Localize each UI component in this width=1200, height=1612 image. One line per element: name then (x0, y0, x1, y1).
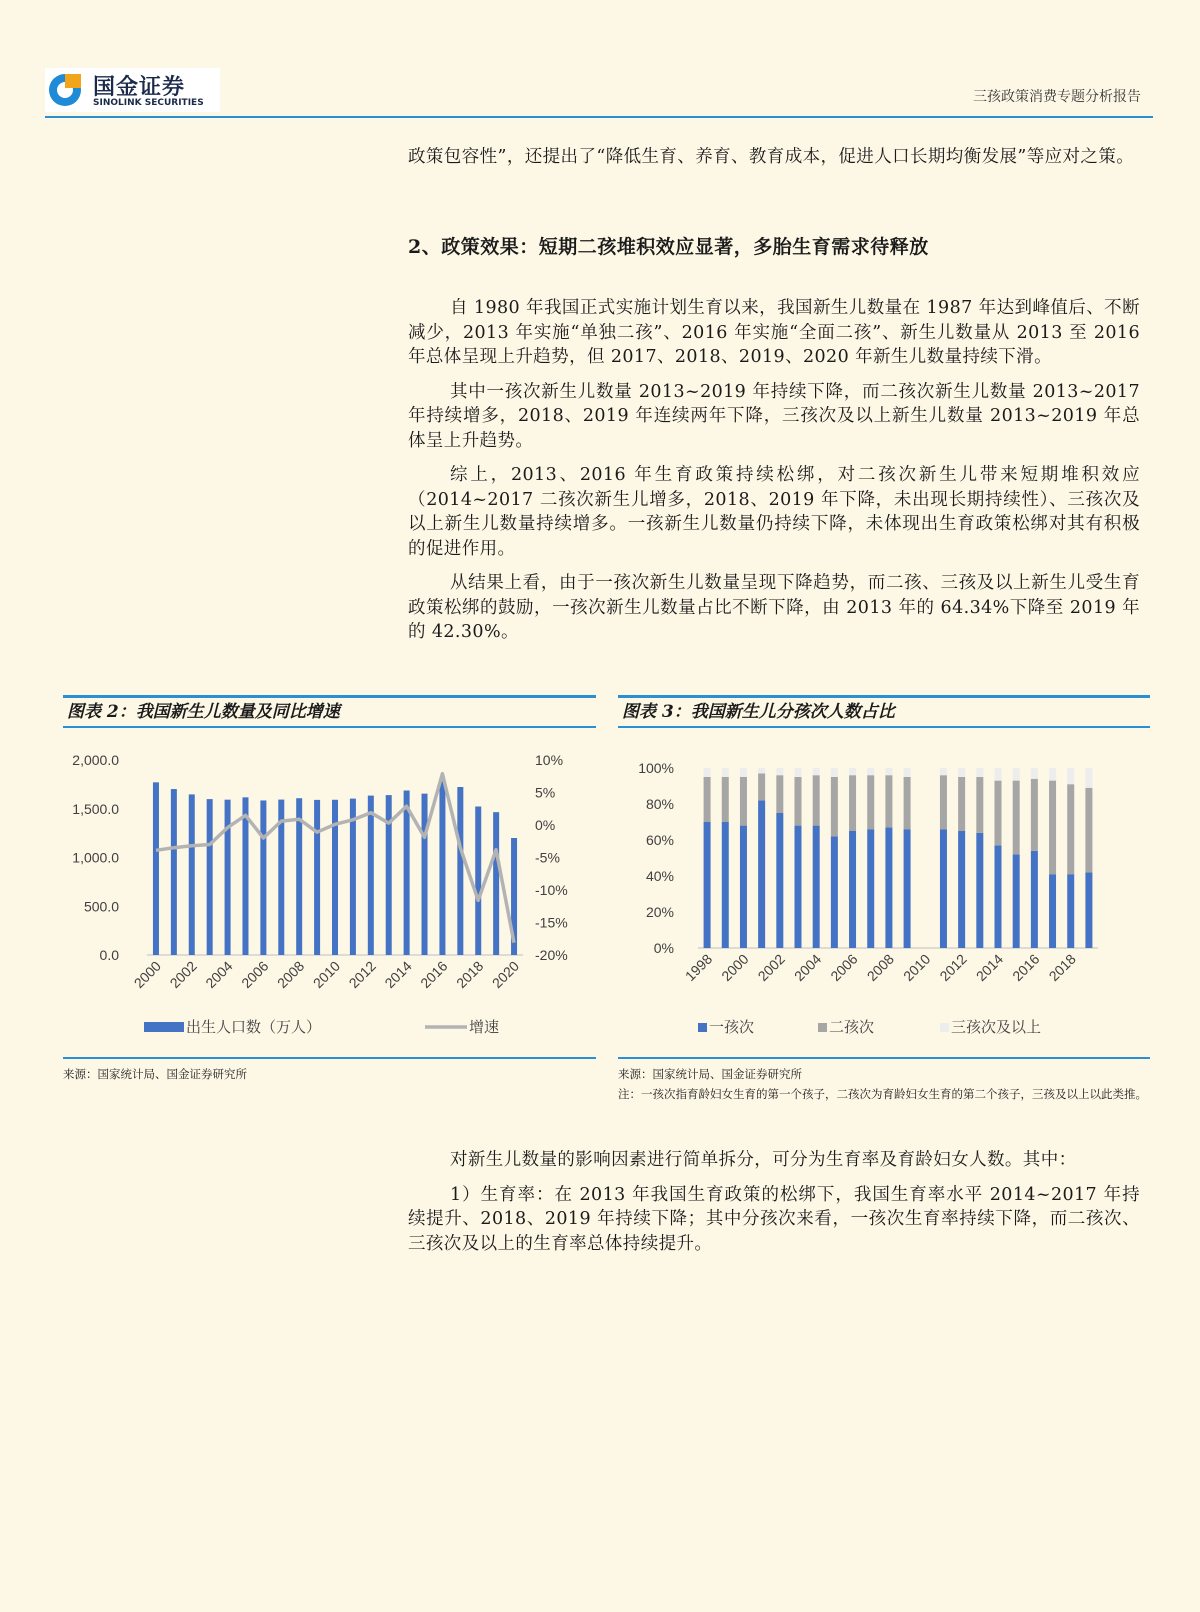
bar-segment-三孩次及以上 (958, 768, 965, 777)
bar-segment-三孩次及以上 (704, 768, 711, 777)
bar-segment-二孩次 (849, 775, 856, 831)
bar-segment-三孩次及以上 (740, 768, 747, 777)
legend-swatch (698, 1023, 707, 1032)
x-tick-label: 2012 (936, 950, 970, 985)
bar-segment-二孩次 (958, 777, 965, 831)
bar-births (493, 812, 499, 955)
x-tick-label: 2014 (972, 950, 1007, 985)
bar-births (404, 791, 410, 955)
bar-segment-一孩次 (813, 826, 820, 948)
figure-2-title: 图表 2：我国新生儿数量及同比增速 (63, 695, 596, 728)
bar-segment-二孩次 (1085, 788, 1092, 873)
bar-segment-三孩次及以上 (849, 768, 856, 775)
x-tick-label: 2018 (1045, 950, 1079, 985)
y-left-tick-label: 0.0 (99, 947, 119, 963)
bar-segment-二孩次 (940, 775, 947, 829)
bar-segment-一孩次 (867, 829, 874, 948)
bar-segment-二孩次 (885, 775, 892, 827)
bar-segment-一孩次 (776, 813, 783, 948)
bar-births (242, 797, 248, 955)
x-tick-label: 2014 (381, 957, 415, 992)
bar-segment-三孩次及以上 (995, 768, 1002, 781)
bar-segment-三孩次及以上 (1085, 768, 1092, 788)
x-tick-label: 2010 (309, 957, 344, 992)
paragraph-1: 政策包容性”，还提出了“降低生育、养育、教育成本，促进人口长期均衡发展”等应对之策。 (408, 147, 1135, 167)
bar-segment-二孩次 (867, 775, 874, 829)
bar-segment-二孩次 (740, 777, 747, 826)
sinolink-logo-icon (47, 72, 83, 108)
bar-segment-二孩次 (1031, 779, 1038, 851)
x-tick-label: 1998 (681, 950, 716, 985)
legend-label: 一孩次 (709, 1019, 755, 1036)
bar-segment-一孩次 (904, 829, 911, 948)
x-tick-label: 2006 (827, 950, 861, 985)
y-left-tick-label: 2,000.0 (72, 752, 119, 768)
figure-3-source-text: 来源：国家统计局、国金证券研究所 (618, 1067, 802, 1081)
bar-segment-二孩次 (1067, 784, 1074, 874)
bar-segment-三孩次及以上 (1049, 768, 1056, 781)
bar-segment-一孩次 (795, 826, 802, 948)
bar-segment-二孩次 (1049, 781, 1056, 875)
bar-segment-一孩次 (1067, 874, 1074, 948)
paragraph-6: 对新生儿数量的影响因素进行简单拆分，可分为生育率及育龄妇女人数。其中： (450, 1150, 1077, 1170)
bar-segment-一孩次 (976, 833, 983, 948)
bar-segment-三孩次及以上 (867, 768, 874, 775)
bar-segment-三孩次及以上 (976, 768, 983, 777)
figure-3-title: 图表 3：我国新生儿分孩次人数占比 (618, 695, 1150, 728)
figure-3-note: 注：一孩次指育龄妇女生育的第一个孩子，二孩次为育龄妇女生育的第二个孩子，三孩及以上以此类推。 (618, 1087, 1147, 1101)
bar-births (171, 789, 177, 955)
legend-swatch (818, 1023, 827, 1032)
bar-segment-一孩次 (1085, 872, 1092, 948)
y-right-tick-label: 10% (535, 752, 564, 768)
bar-segment-一孩次 (958, 831, 965, 948)
figure-3-source (618, 1057, 1150, 1104)
section-title: 2、政策效果：短期二孩堆积效应显著，多胎生育需求待释放 (408, 236, 929, 258)
x-tick-label: 2016 (1009, 950, 1043, 985)
y-left-tick-label: 1,500.0 (72, 800, 119, 817)
bar-segment-二孩次 (904, 777, 911, 829)
bar-segment-一孩次 (1013, 854, 1020, 948)
legend-label: 二孩次 (829, 1019, 875, 1036)
x-tick-label: 2018 (453, 957, 487, 992)
bar-segment-三孩次及以上 (758, 768, 765, 773)
chart-birth-order-share (618, 728, 1150, 1053)
y-right-tick-label: -20% (535, 947, 568, 963)
bar-segment-三孩次及以上 (1031, 768, 1038, 779)
bar-segment-一孩次 (885, 827, 892, 948)
bar-segment-一孩次 (995, 845, 1002, 948)
bar-births (368, 796, 374, 955)
bar-segment-三孩次及以上 (1013, 768, 1020, 781)
y-tick-label: 100% (638, 760, 674, 776)
x-tick-label: 2016 (417, 957, 451, 992)
x-tick-label: 2002 (166, 957, 200, 992)
x-tick-label: 2010 (900, 950, 934, 985)
page-header (45, 64, 1153, 118)
bar-segment-二孩次 (722, 777, 729, 822)
y-left-tick-label: 1,000.0 (72, 849, 119, 866)
bar-births (439, 781, 445, 955)
bar-births (422, 794, 428, 955)
bar-segment-三孩次及以上 (722, 768, 729, 777)
bar-births (314, 800, 320, 955)
y-tick-label: 0% (653, 940, 674, 956)
legend-label-growth: 增速 (469, 1019, 500, 1036)
y-right-tick-label: -5% (535, 849, 560, 866)
x-tick-label: 2020 (488, 957, 523, 992)
logo-text-cn: 国金证券 (93, 75, 186, 100)
y-left-tick-label: 500.0 (83, 898, 119, 915)
figure-2 (63, 695, 596, 1084)
paragraph-block-bottom (408, 1148, 1140, 1256)
bar-segment-三孩次及以上 (904, 768, 911, 777)
x-tick-label: 2012 (345, 957, 379, 992)
bar-segment-一孩次 (831, 836, 838, 948)
y-right-tick-label: -15% (535, 914, 568, 931)
bar-segment-一孩次 (849, 831, 856, 948)
legend-swatch (940, 1023, 949, 1032)
x-tick-label: 2004 (202, 957, 236, 992)
bar-segment-三孩次及以上 (831, 768, 838, 777)
bar-segment-一孩次 (1049, 874, 1056, 948)
bar-segment-一孩次 (740, 826, 747, 948)
bar-segment-二孩次 (758, 773, 765, 800)
bar-segment-三孩次及以上 (795, 768, 802, 777)
bar-births (260, 800, 266, 955)
paragraph-5: 从结果上看，由于一孩次新生儿数量呈现下降趋势，而二孩、三孩及以上新生儿受生育政策松绑的鼓励，一孩次新生儿数量占比不断下降，由 2013 年的 64.34%下降至 2019 年的 42.30%。 (408, 573, 1140, 642)
bar-births (457, 787, 463, 955)
chart-births-growth (63, 728, 596, 1053)
y-tick-label: 20% (645, 904, 674, 920)
bar-segment-二孩次 (1013, 781, 1020, 855)
x-tick-label: 2008 (863, 950, 898, 985)
logo (45, 68, 220, 112)
bar-segment-一孩次 (758, 800, 765, 948)
bar-segment-三孩次及以上 (813, 768, 820, 775)
bar-segment-三孩次及以上 (940, 768, 947, 775)
bar-births (189, 794, 195, 955)
bar-segment-二孩次 (795, 777, 802, 826)
logo-text-en: SINOLINK SECURITIES (93, 98, 204, 108)
x-tick-label: 2000 (718, 950, 752, 985)
y-right-tick-label: 0% (535, 817, 556, 833)
y-tick-label: 40% (645, 868, 674, 884)
paragraph-2: 自 1980 年我国正式实施计划生育以来，我国新生儿数量在 1987 年达到峰值后、不断减少，2013 年实施“单独二孩”、2016 年实施“全面二孩”、新生儿数量从 2013 至 2016 年总体呈现上升趋势，但 2017、2018、2019、2020 年新生儿数量持续下滑。 (408, 298, 1140, 367)
legend-label: 三孩次及以上 (951, 1019, 1042, 1036)
bar-segment-三孩次及以上 (885, 768, 892, 775)
legend-label-births: 出生人口数（万人） (186, 1019, 322, 1036)
x-tick-label: 2008 (273, 957, 308, 992)
bar-births (153, 782, 159, 955)
y-tick-label: 60% (645, 832, 674, 848)
paragraph-block-main (408, 296, 1140, 645)
bar-segment-二孩次 (995, 781, 1002, 846)
bar-segment-三孩次及以上 (776, 768, 783, 775)
figure-3 (618, 695, 1150, 1104)
bar-segment-一孩次 (722, 822, 729, 948)
paragraph-3: 其中一孩次新生儿数量 2013~2019 年持续下降，而二孩次新生儿数量 2013~2017 年持续增多，2018、2019 年连续两年下降，三孩次及以上新生儿数量 2013~2019 年总体呈上升趋势。 (408, 381, 1140, 451)
y-right-tick-label: -10% (535, 882, 568, 898)
y-right-tick-label: 5% (535, 784, 556, 801)
bar-segment-二孩次 (704, 777, 711, 822)
x-tick-label: 2006 (238, 957, 272, 992)
paragraph-block-top (408, 145, 1140, 170)
bar-segment-三孩次及以上 (1067, 768, 1074, 784)
x-tick-label: 2002 (754, 950, 788, 985)
bar-segment-二孩次 (776, 775, 783, 813)
paragraph-7: 1）生育率：在 2013 年我国生育政策的松绑下，我国生育率水平 2014~2017 年持续提升、2018、2019 年持续下降；其中分孩次来看，一孩次生育率持续下降，而二孩次、三孩次及以上的生育率总体持续提升。 (408, 1184, 1140, 1254)
bar-births (207, 799, 213, 955)
bar-segment-一孩次 (940, 829, 947, 948)
figure-2-source: 来源：国家统计局、国金证券研究所 (63, 1057, 596, 1084)
bar-births (475, 807, 481, 955)
y-tick-label: 80% (645, 796, 674, 812)
bar-segment-二孩次 (976, 777, 983, 833)
bar-births (225, 800, 231, 955)
x-tick-label: 2004 (790, 950, 825, 985)
bar-segment-二孩次 (813, 775, 820, 825)
legend-swatch-births (144, 1022, 184, 1032)
paragraph-4: 综上，2013、2016 年生育政策持续松绑，对二孩次新生儿带来短期堆积效应（2014~2017 二孩次新生儿增多，2018、2019 年下降，未出现长期持续性）、三孩次及以上新生儿数量持续增多。一孩新生儿数量仍持续下降，未体现出生育政策松绑对其有积极的促进作用。 (408, 465, 1140, 559)
bar-segment-一孩次 (704, 822, 711, 948)
bar-segment-二孩次 (831, 777, 838, 836)
bar-segment-一孩次 (1031, 851, 1038, 948)
x-tick-label: 2000 (130, 957, 165, 992)
report-title: 三孩政策消费专题分析报告 (973, 89, 1141, 105)
